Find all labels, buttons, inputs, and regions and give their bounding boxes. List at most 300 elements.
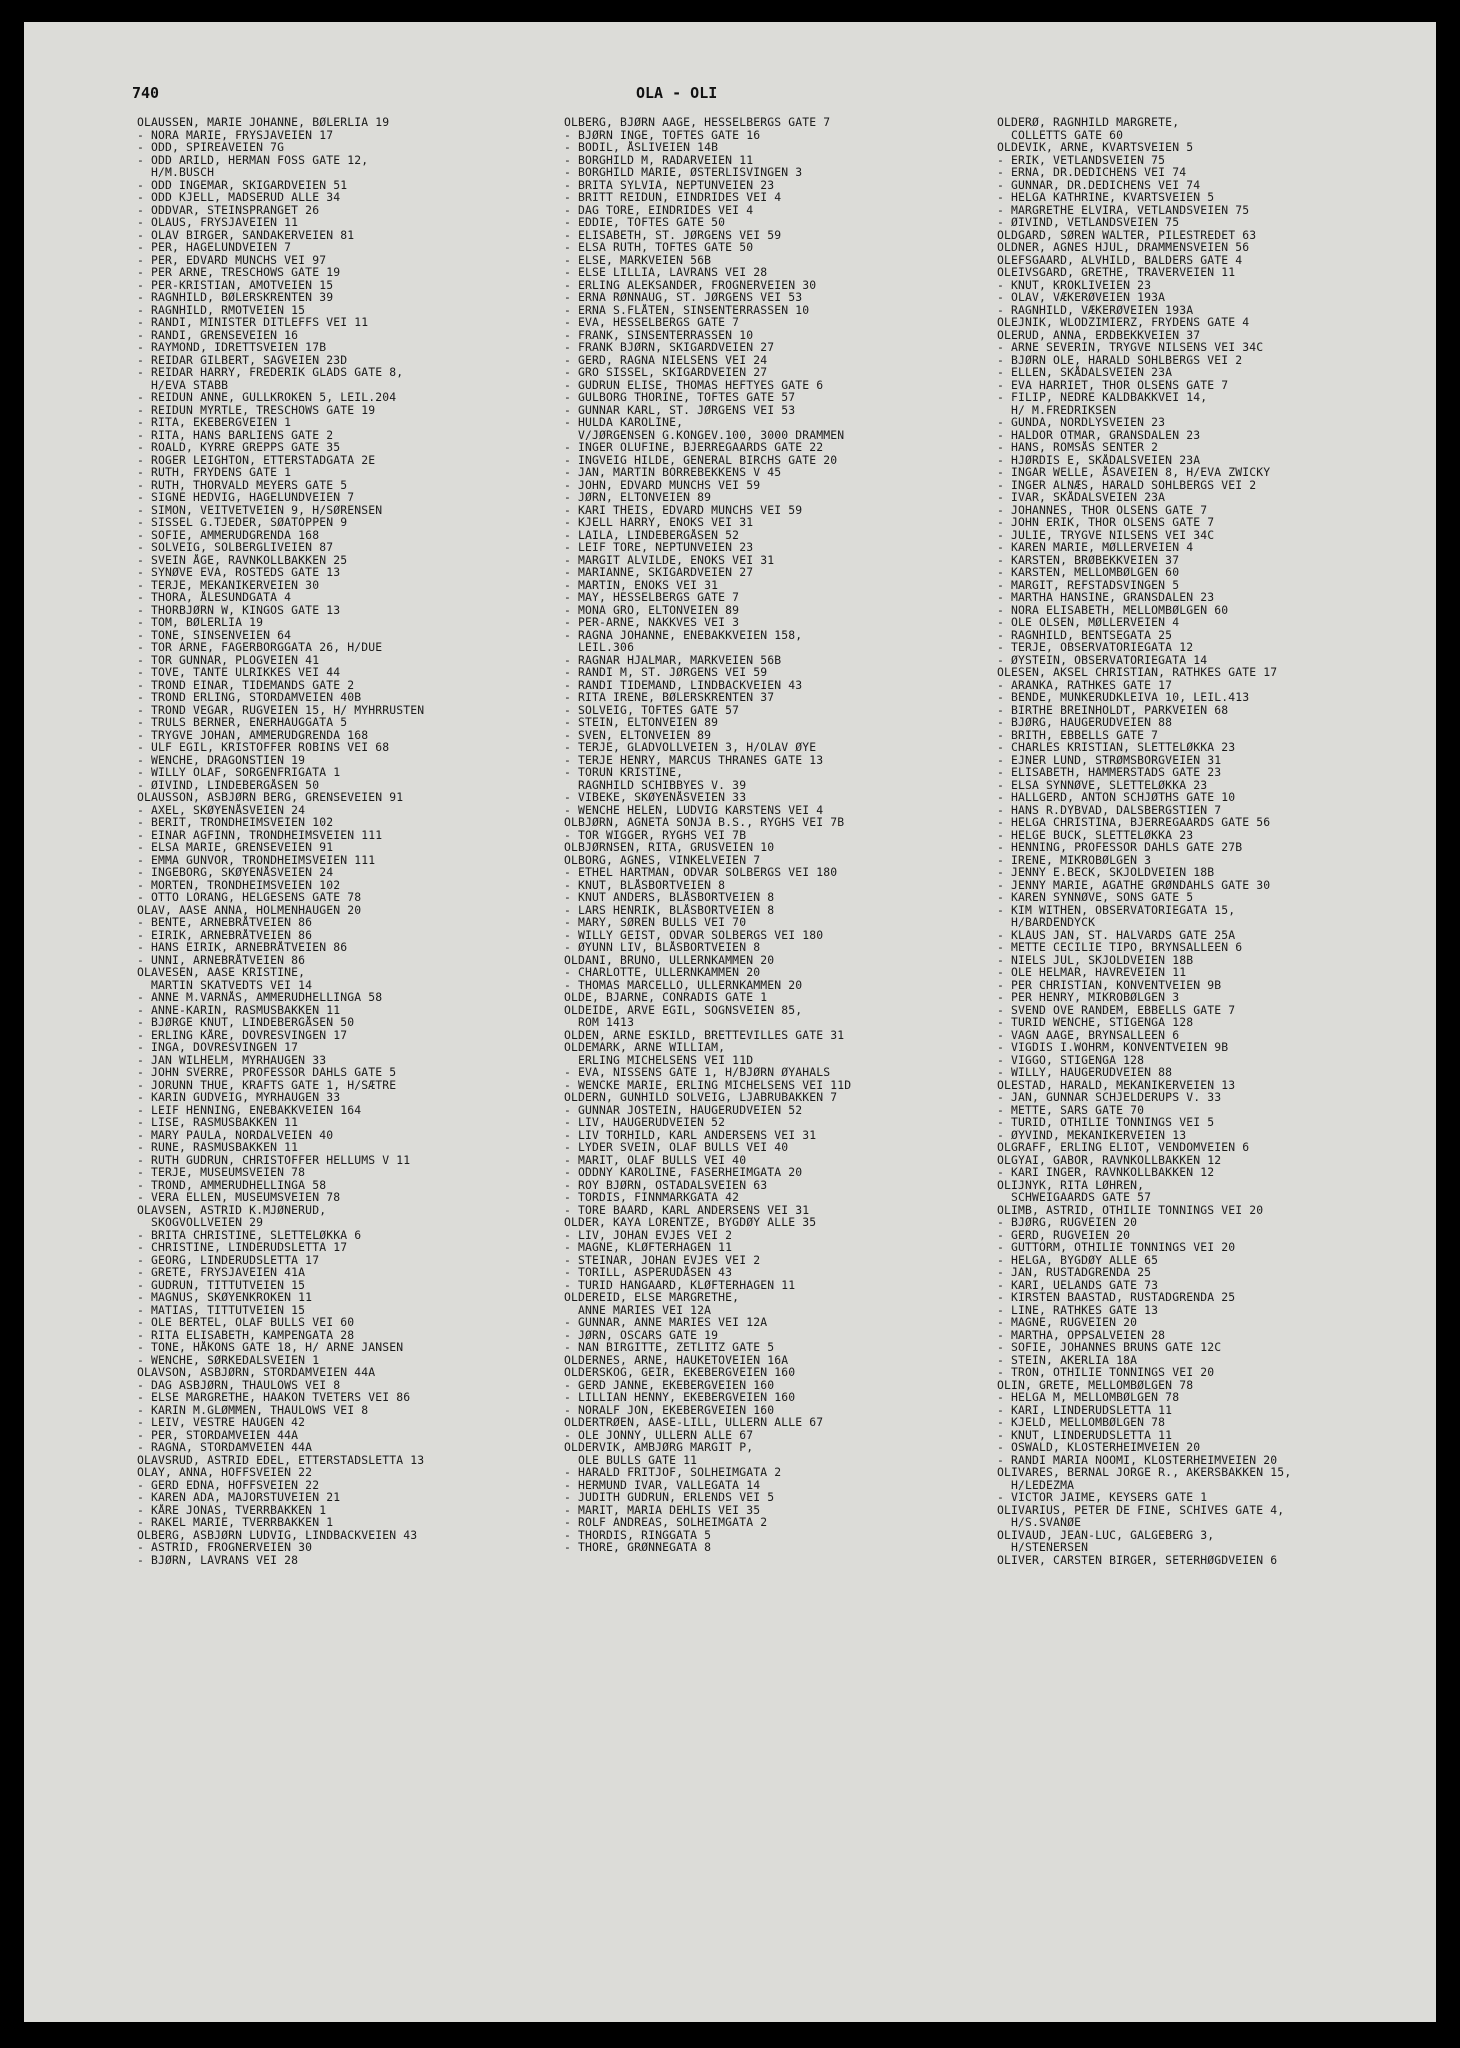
directory-entry-line: OLIMB, ASTRID, OTHILIE TONNINGS VEI 20 (997, 1203, 1264, 1216)
directory-entry-line: OLIVAUD, JEAN-LUC, GALGEBERG 3, (997, 1528, 1215, 1541)
directory-entry-line: - FRANK, SINSENTERRASSEN 10 (564, 328, 754, 341)
directory-entry-line: - PER, EDVARD MUNCHS VEI 97 (137, 253, 327, 266)
directory-entry-line: - RAKEL MARIE, TVERRBAKKEN 1 (137, 1516, 334, 1529)
directory-entry-line: - ERNA S.FLÅTEN, SINSENTERRASSEN 10 (564, 303, 810, 316)
directory-entry-line: - WILLY GEIST, ODVAR SOLBERGS VEI 180 (564, 928, 824, 941)
directory-entry-line: - HALLGERD, ANTON SCHJØTHS GATE 10 (997, 791, 1236, 804)
directory-entry-line: - BJØRG, HAUGERUDVEIEN 88 (997, 716, 1173, 729)
directory-entry-line: - GUNNAR JOSTEIN, HAUGERUDVEIEN 52 (564, 1103, 803, 1116)
directory-entry-line: - SISSEL G.TJEDER, SØATOPPEN 9 (137, 516, 348, 529)
directory-entry-line: - ODD ARILD, HERMAN FOSS GATE 12, (137, 153, 369, 166)
directory-entry-line: - MARGRETHE ELVIRA, VETLANDSVEIEN 75 (997, 203, 1250, 216)
directory-entry-line: OLAVSRUD, ASTRID EDEL, ETTERSTADSLETTA 13 (137, 1453, 425, 1466)
directory-entry-line: - KARIN M.GLØMMEN, THAULOWS VEI 8 (137, 1403, 369, 1416)
directory-entry-line: OLBORG, AGNES, VINKELVEIEN 7 (564, 853, 761, 866)
directory-entry-line: - PER CHRISTIAN, KONVENTVEIEN 9B (997, 978, 1222, 991)
directory-entry-line: - ODDVAR, STEINSPRANGET 26 (137, 203, 320, 216)
directory-entry-line: OLAY, ANNA, HOFFSVEIEN 22 (137, 1466, 313, 1479)
directory-entry-line: - BJØRGE KNUT, LINDEBERGÅSEN 50 (137, 1016, 355, 1029)
directory-entry-line: - EMMA GUNVOR, TRONDHEIMSVEIEN 111 (137, 853, 376, 866)
directory-entry-line: - OTTO LORANG, HELGESENS GATE 78 (137, 891, 362, 904)
directory-entry-line: - KAREN SYNNØVE, SONS GATE 5 (997, 891, 1194, 904)
directory-entry-line: - BENDE, MUNKERUDKLEIVA 10, LEIL.413 (997, 691, 1250, 704)
directory-entry-line: - LEIF HENNING, ENEBAKKVEIEN 164 (137, 1103, 362, 1116)
directory-entry-line: - GRETE, FRYSJAVEIEN 41A (137, 1266, 306, 1279)
directory-entry-line: - JØRN, ELTONVEIEN 89 (564, 491, 712, 504)
directory-entry-line: - OLE HELMAR, HAVREVEIEN 11 (997, 966, 1187, 979)
directory-entry-line: - CHARLES KRISTIAN, SLETTELØKKA 23 (997, 741, 1236, 754)
directory-entry-line: - ROALD, KYRRE GREPPS GATE 35 (137, 441, 341, 454)
directory-entry-line: - WENCHE, SØRKEDALSVEIEN 1 (137, 1353, 320, 1366)
directory-entry-line: - JOHN SVERRE, PROFESSOR DAHLS GATE 5 (137, 1066, 397, 1079)
directory-entry-line: - EIRIK, ARNEBRÅTVEIEN 86 (137, 928, 313, 941)
page-range: OLA - OLI (636, 84, 718, 102)
directory-entry-line: - SVEND OVE RANDEM, EBBELLS GATE 7 (997, 1003, 1236, 1016)
directory-entry-line: - ODDNY KAROLINE, FASERHEIMGATA 20 (564, 1166, 803, 1179)
directory-entry-line: - BORGHILD MARIE, ØSTERLISVINGEN 3 (564, 166, 803, 179)
directory-entry-line: OLDERVIK, AMBJØRG MARGIT P, (564, 1441, 754, 1454)
directory-entry-line: OLAUSSEN, MARIE JOHANNE, BØLERLIA 19 (137, 116, 390, 129)
directory-entry-line: - BJØRG, RUGVEIEN 20 (997, 1216, 1138, 1229)
directory-entry-line: - THORBJØRN W, KINGOS GATE 13 (137, 603, 341, 616)
directory-entry-line: - MONA GRO, ELTONVEIEN 89 (564, 603, 740, 616)
directory-entry-line: - STEIN, ELTONVEIEN 89 (564, 716, 719, 729)
column-2 (564, 116, 984, 1554)
directory-entry-line: - WENCHE, DRAGONSTIEN 19 (137, 753, 306, 766)
directory-entry-line: - JAN, MARTIN BORREBEKKENS V 45 (564, 466, 782, 479)
directory-entry-line: - FRANK BJØRN, SKIGARDVEIEN 27 (564, 341, 775, 354)
directory-entry-line: - GUNDA, NORDLYSVEIEN 23 (997, 416, 1166, 429)
directory-entry-line: - OLAV BIRGER, SANDAKERVEIEN 81 (137, 228, 355, 241)
directory-entry-line: H/STENERSEN (997, 1541, 1089, 1554)
directory-entry-line: - LILLIAN HENNY, EKEBERGVEIEN 160 (564, 1391, 796, 1404)
directory-entry-line: - HENNING, PROFESSOR DAHLS GATE 27B (997, 841, 1243, 854)
directory-entry-line: - WENCHE HELEN, LUDVIG KARSTENS VEI 4 (564, 803, 824, 816)
directory-entry-line: - TOVE, TANTE ULRIKKES VEI 44 (137, 666, 341, 679)
directory-entry-line: - ETHEL HARTMAN, ODVAR SOLBERGS VEI 180 (564, 866, 838, 879)
directory-entry-line: - BRITA SYLVIA, NEPTUNVEIEN 23 (564, 178, 775, 191)
directory-entry-line: - THORDIS, RINGGATA 5 (564, 1528, 712, 1541)
directory-entry-line: - DAG ASBJØRN, THAULOWS VEI 8 (137, 1378, 341, 1391)
directory-entry-line: - RUNE, RASMUSBAKKEN 11 (137, 1141, 299, 1154)
directory-entry-line: - RITA, HANS BARLIENS GATE 2 (137, 428, 334, 441)
directory-entry-line: - TERJE, MEKANIKERVEIEN 30 (137, 578, 320, 591)
directory-entry-line: - BODIL, ÅSLIVEIEN 14B (564, 141, 719, 154)
directory-entry-line: - HJØRDIS E, SKÅDALSVEIEN 23A (997, 453, 1201, 466)
directory-entry-line: - METTE, SARS GATE 70 (997, 1103, 1145, 1116)
directory-entry-line: - KARIN GUDVEIG, MYRHAUGEN 33 (137, 1091, 341, 1104)
directory-entry-line: - REIDUN ANNE, GULLKROKEN 5, LEIL.204 (137, 391, 397, 404)
directory-entry-line: OLDERNES, ARNE, HAUKETOVEIEN 16A (564, 1353, 789, 1366)
directory-entry-line: - LAILA, LINDEBERGÅSEN 52 (564, 528, 740, 541)
directory-entry-line: OLDE, BJARNE, CONRADIS GATE 1 (564, 991, 768, 1004)
directory-entry-line: OLBERG, BJØRN AAGE, HESSELBERGS GATE 7 (564, 116, 831, 129)
directory-entry-line: - EDDIE, TOFTES GATE 50 (564, 216, 726, 229)
directory-entry-line: - RANDI, MINISTER DITLEFFS VEI 11 (137, 316, 369, 329)
directory-entry-line: - HULDA KAROLINE, (564, 416, 684, 429)
directory-entry-line: OLIVARIUS, PETER DE FINE, SCHIVES GATE 4, (997, 1503, 1285, 1516)
directory-entry-line: - KARI INGER, RAVNKOLLBAKKEN 12 (997, 1166, 1215, 1179)
directory-entry-line: OLBJØRNSEN, RITA, GRUSVEIEN 10 (564, 841, 775, 854)
directory-entry-line: - TERJE HENRY, MARCUS THRANES GATE 13 (564, 753, 824, 766)
directory-entry-line: - KARI, LINDERUDSLETTA 11 (997, 1403, 1173, 1416)
directory-entry-line: - BRITH, EBBELLS GATE 7 (997, 728, 1159, 741)
directory-entry-line: SCHWEIGAARDS GATE 57 (997, 1191, 1152, 1204)
directory-entry-line: - ROGER LEIGHTON, ETTERSTADGATA 2E (137, 453, 376, 466)
directory-entry-line: - GUNNAR, ANNE MARIES VEI 12A (564, 1316, 768, 1329)
directory-entry-line: - OLAUS, FRYSJAVEIEN 11 (137, 216, 299, 229)
directory-entry-line: - HARALD FRITJOF, SOLHEIMGATA 2 (564, 1466, 782, 1479)
directory-entry-line: - TRYGVE JOHAN, AMMERUDGRENDA 168 (137, 728, 369, 741)
directory-entry-line: - BRITT REIDUN, EINDRIDES VEI 4 (564, 191, 782, 204)
directory-entry-line: - BJØRN OLE, HARALD SOHLBERGS VEI 2 (997, 353, 1243, 366)
column-1 (137, 116, 557, 1566)
directory-entry-line: - MARY, SØREN BULLS VEI 70 (564, 916, 747, 929)
directory-entry-line: - WENCKE MARIE, ERLING MICHELSENS VEI 11D (564, 1078, 852, 1091)
directory-entry-line: - JENNY MARIE, AGATHE GRØNDAHLS GATE 30 (997, 878, 1271, 891)
directory-entry-line: RAGNHILD SCHIBBYES V. 39 (564, 778, 747, 791)
directory-entry-line: - ANNE M.VARNÅS, AMMERUDHELLINGA 58 (137, 991, 383, 1004)
directory-entry-line: - VICTOR JAIME, KEYSERS GATE 1 (997, 1491, 1208, 1504)
directory-entry-line: - MARTHA HANSINE, GRANSDALEN 23 (997, 591, 1215, 604)
directory-entry-line: - HERMUND IVAR, VALLEGATA 14 (564, 1478, 761, 1491)
directory-entry-line: - SVEN, ELTONVEIEN 89 (564, 728, 712, 741)
directory-entry-line: - MARTHA, OPPSALVEIEN 28 (997, 1328, 1166, 1341)
page-header (24, 84, 1436, 106)
directory-entry-line: - IVAR, SKÅDALSVEIEN 23A (997, 491, 1166, 504)
directory-entry-line: - ULF EGIL, KRISTOFFER ROBINS VEI 68 (137, 741, 390, 754)
directory-entry-line: - KNUT, KROKLIVEIEN 23 (997, 278, 1152, 291)
directory-entry-line: - UNNI, ARNEBRÅTVEIEN 86 (137, 953, 306, 966)
directory-entry-line: - GUTTORM, OTHILIE TONNINGS VEI 20 (997, 1241, 1236, 1254)
directory-entry-line: - TORDIS, FINNMARKGATA 42 (564, 1191, 740, 1204)
directory-entry-line: - ELSE MARGRETHE, HAAKON TVETERS VEI 86 (137, 1391, 411, 1404)
directory-entry-line: - ELSE, MARKVEIEN 56B (564, 253, 712, 266)
directory-entry-line: - REIDUN MYRTLE, TRESCHOWS GATE 19 (137, 403, 376, 416)
directory-entry-line: - REIDAR GILBERT, SAGVEIEN 23D (137, 353, 348, 366)
directory-entry-line: - WILLY, HAUGERUDVEIEN 88 (997, 1066, 1173, 1079)
directory-entry-line: - RAGNHILD, BØLERSKRENTEN 39 (137, 291, 334, 304)
directory-entry-line: - TURID WENCHE, STIGENGA 128 (997, 1016, 1194, 1029)
directory-entry-line: OLAUSSON, ASBJØRN BERG, GRENSEVEIEN 91 (137, 791, 404, 804)
directory-entry-line: - KNUT, BLÅSBORTVEIEN 8 (564, 878, 726, 891)
directory-entry-line: - MORTEN, TRONDHEIMSVEIEN 102 (137, 878, 341, 891)
directory-entry-line: - NAN BIRGITTE, ZETLITZ GATE 5 (564, 1341, 775, 1354)
directory-entry-line: - LYDER SVEIN, OLAF BULLS VEI 40 (564, 1141, 789, 1154)
directory-entry-line: OLIVARES, BERNAL JORGE R., AKERSBAKKEN 15, (997, 1466, 1292, 1479)
directory-entry-line: - ERLING KÅRE, DOVRESVINGEN 17 (137, 1028, 348, 1041)
directory-entry-line: - SIMON, VEITVETVEIEN 9, H/SØRENSEN (137, 503, 383, 516)
directory-entry-line: - THOMAS MARCELLO, ULLERNKAMMEN 20 (564, 978, 803, 991)
directory-entry-line: - AXEL, SKØYENÅSVEIEN 24 (137, 803, 306, 816)
directory-entry-line: - TONE, HÅKONS GATE 18, H/ ARNE JANSEN (137, 1341, 404, 1354)
directory-entry-line: - LIV, HAUGERUDVEIEN 52 (564, 1116, 726, 1129)
directory-entry-line: OLIJNYK, RITA LØHREN, (997, 1178, 1145, 1191)
directory-entry-line: - VIGGO, STIGENGA 128 (997, 1053, 1145, 1066)
directory-entry-line: - JAN WILHELM, MYRHAUGEN 33 (137, 1053, 327, 1066)
directory-entry-line: MARTIN SKATVEDTS VEI 14 (137, 978, 313, 991)
directory-entry-line: - MARTIN, ENOKS VEI 31 (564, 578, 719, 591)
directory-entry-line: - RANDI, GRENSEVEIEN 16 (137, 328, 299, 341)
directory-entry-line: OLDERØ, RAGNHILD MARGRETE, (997, 116, 1180, 129)
directory-entry-line: - HANS, ROMSÅS SENTER 2 (997, 441, 1159, 454)
directory-entry-line: OLDERSKOG, GEIR, EKEBERGVEIEN 160 (564, 1366, 796, 1379)
directory-entry-line: - HELGA CHRISTINA, BJERREGAARDS GATE 56 (997, 816, 1271, 829)
directory-entry-line: - ELISABETH, ST. JØRGENS VEI 59 (564, 228, 782, 241)
directory-entry-line: - THORE, GRØNNEGATA 8 (564, 1541, 712, 1554)
directory-entry-line: OLEFSGAARD, ALVHILD, BALDERS GATE 4 (997, 253, 1243, 266)
directory-entry-line: H/S.SVANØE (997, 1516, 1082, 1529)
directory-entry-line: V/JØRGENSEN G.KONGEV.100, 3000 DRAMMEN (564, 428, 845, 441)
directory-entry-line: OLAVESEN, AASE KRISTINE, (137, 966, 306, 979)
directory-entry-line: OLDERTRØEN, AASE-LILL, ULLERN ALLE 67 (564, 1416, 824, 1429)
directory-entry-line: - BORGHILD M, RADARVEIEN 11 (564, 153, 754, 166)
directory-entry-line: LEIL.306 (564, 641, 635, 654)
directory-entry-line: ANNE MARIES VEI 12A (564, 1303, 712, 1316)
directory-entry-line: - HANS R.DYBVAD, DALSBERGSTIEN 7 (997, 803, 1222, 816)
directory-entry-line: - JUDITH GUDRUN, ERLENDS VEI 5 (564, 1491, 775, 1504)
directory-entry-line: - KAREN ADA, MAJORSTUVEIEN 21 (137, 1491, 341, 1504)
directory-entry-line: - TURID HANGAARD, KLØFTERHAGEN 11 (564, 1278, 796, 1291)
directory-entry-line: - OLE BERTEL, OLAF BULLS VEI 60 (137, 1316, 355, 1329)
directory-entry-line: - RAGNA JOHANNE, ENEBAKKVEIEN 158, (564, 628, 803, 641)
directory-entry-line: - KAREN MARIE, MØLLERVEIEN 4 (997, 541, 1194, 554)
directory-entry-line: - OLE JONNY, ULLERN ALLE 67 (564, 1428, 754, 1441)
directory-entry-line: - ØYVIND, MEKANIKERVEIEN 13 (997, 1128, 1187, 1141)
directory-entry-line: - TORE BAARD, KARL ANDERSENS VEI 31 (564, 1203, 810, 1216)
directory-entry-line: OLBERG, ASBJØRN LUDVIG, LINDBACKVEIEN 43 (137, 1528, 418, 1541)
directory-entry-line: - TOR WIGGER, RYGHS VEI 7B (564, 828, 747, 841)
directory-entry-line: - TROND ERLING, STORDAMVEIEN 40B (137, 691, 362, 704)
directory-entry-line: - ELSA MARIE, GRENSEVEIEN 91 (137, 841, 334, 854)
directory-entry-line: ERLING MICHELSENS VEI 11D (564, 1053, 754, 1066)
directory-entry-line: - EVA HARRIET, THOR OLSENS GATE 7 (997, 378, 1229, 391)
directory-entry-line: - NORALF JON, EKEBERGVEIEN 160 (564, 1403, 775, 1416)
directory-entry-line: - KARSTEN, MELLOMBØLGEN 60 (997, 566, 1180, 579)
directory-entry-line: - JØRN, OSCARS GATE 19 (564, 1328, 719, 1341)
directory-entry-line: - RANDI MARIA NOOMI, KLOSTERHEIMVEIEN 20 (997, 1453, 1278, 1466)
directory-entry-line: - ASTRID, FROGNERVEIEN 30 (137, 1541, 313, 1554)
directory-entry-line: - INGER ALNÆS, HARALD SOHLBERGS VEI 2 (997, 478, 1257, 491)
directory-entry-line: - RAYMOND, IDRETTSVEIEN 17B (137, 341, 327, 354)
directory-entry-line: OLERUD, ANNA, ERDBEKKVEIEN 37 (997, 328, 1201, 341)
directory-entry-line: - RUTH, FRYDENS GATE 1 (137, 466, 292, 479)
directory-entry-line: - PER HENRY, MIKROBØLGEN 3 (997, 991, 1180, 1004)
directory-entry-line: - MARIANNE, SKIGARDVEIEN 27 (564, 566, 754, 579)
directory-entry-line: H/M.BUSCH (137, 166, 215, 179)
directory-entry-line: - NORA ELISABETH, MELLOMBØLGEN 60 (997, 603, 1229, 616)
directory-entry-line: - ODD, SPIREAVEIEN 7G (137, 141, 285, 154)
directory-entry-line: - JORUNN THUE, KRAFTS GATE 1, H/SÆTRE (137, 1078, 397, 1091)
directory-entry-line: - INGEBORG, SKØYENÅSVEIEN 24 (137, 866, 334, 879)
directory-entry-line: - EVA, NISSENS GATE 1, H/BJØRN ØYAHALS (564, 1066, 831, 1079)
page-number: 740 (132, 84, 160, 102)
directory-entry-line: OLDGARD, SØREN WALTER, PILESTREDET 63 (997, 228, 1257, 241)
directory-entry-line: - MARIT, OLAF BULLS VEI 40 (564, 1153, 747, 1166)
directory-entry-line: - LIV TORHILD, KARL ANDERSENS VEI 31 (564, 1128, 817, 1141)
directory-entry-line: - ERIK, VETLANDSVEIEN 75 (997, 153, 1166, 166)
directory-entry-line: - FILIP, NEDRE KALDBAKKVEI 14, (997, 391, 1208, 404)
directory-entry-line: OLE BULLS GATE 11 (564, 1453, 698, 1466)
directory-entry-line: - JAN, RUSTADGRENDA 25 (997, 1266, 1152, 1279)
directory-entry-line: H/EVA STABB (137, 378, 229, 391)
directory-entry-line: - MAGNUS, SKØYENKROKEN 11 (137, 1291, 313, 1304)
directory-entry-line: OLEIVSGARD, GRETHE, TRAVERVEIEN 11 (997, 266, 1236, 279)
directory-entry-line: - LARS HENRIK, BLÅSBORTVEIEN 8 (564, 903, 775, 916)
directory-entry-line: - PER ARNE, TRESCHOWS GATE 19 (137, 266, 341, 279)
directory-entry-line: - KIM WITHEN, OBSERVATORIEGATA 15, (997, 903, 1236, 916)
directory-entry-line: - BJØRN, LAVRANS VEI 28 (137, 1553, 299, 1566)
directory-entry-line: - INGVEIG HILDE, GENERAL BIRCHS GATE 20 (564, 453, 838, 466)
directory-entry-line: - JOHANNES, THOR OLSENS GATE 7 (997, 503, 1208, 516)
directory-entry-line: - KLAUS JAN, ST. HALVARDS GATE 25A (997, 928, 1236, 941)
directory-entry-line: - ERLING ALEKSANDER, FROGNERVEIEN 30 (564, 278, 817, 291)
directory-entry-line: - TROND EINAR, TIDEMANDS GATE 2 (137, 678, 355, 691)
column-3 (997, 116, 1417, 1566)
directory-entry-line: - STEINAR, JOHAN EVJES VEI 2 (564, 1253, 761, 1266)
directory-entry-line: - TOM, BØLERLIA 19 (137, 616, 264, 629)
directory-entry-line: - KARI, UELANDS GATE 73 (997, 1278, 1159, 1291)
directory-entry-line: - OSWALD, KLOSTERHEIMVEIEN 20 (997, 1441, 1201, 1454)
directory-entry-line: - HELGA, BYGDØY ALLE 65 (997, 1253, 1159, 1266)
directory-entry-line: - EVA, HESSELBERGS GATE 7 (564, 316, 740, 329)
directory-entry-line: - KARSTEN, BRØBEKKVEIEN 37 (997, 553, 1180, 566)
directory-entry-line: - EJNER LUND, STRØMSBORGVEIEN 31 (997, 753, 1222, 766)
directory-entry-line: - RAGNHILD, RMOTVEIEN 15 (137, 303, 306, 316)
directory-entry-line: - LISE, RASMUSBAKKEN 11 (137, 1116, 299, 1129)
directory-entry-line: - NIELS JUL, SKJOLDVEIEN 18B (997, 953, 1194, 966)
directory-entry-line: OLDEN, ARNE ESKILD, BRETTEVILLES GATE 31 (564, 1028, 845, 1041)
directory-entry-line: - ANNE-KARIN, RASMUSBAKKEN 11 (137, 1003, 341, 1016)
directory-entry-line: - STEIN, AKERLIA 18A (997, 1353, 1138, 1366)
directory-entry-line: - JULIE, TRYGVE NILSENS VEI 34C (997, 528, 1215, 541)
directory-entry-line: - INGA, DOVRESVINGEN 17 (137, 1041, 299, 1054)
directory-entry-line: - MATIAS, TITTUTVEIEN 15 (137, 1303, 306, 1316)
directory-entry-line: - HANS EIRIK, ARNEBRÅTVEIEN 86 (137, 941, 348, 954)
directory-entry-line: - ODD INGEMAR, SKIGARDVEIEN 51 (137, 178, 348, 191)
directory-entry-line: - CHRISTINE, LINDERUDSLETTA 17 (137, 1241, 348, 1254)
directory-entry-line: OLEJNIK, WLODZIMIERZ, FRYDENS GATE 4 (997, 316, 1250, 329)
directory-entry-line: - VAGN AAGE, BRYNSALLEEN 6 (997, 1028, 1180, 1041)
directory-entry-line: - RITA ELISABETH, KAMPENGATA 28 (137, 1328, 355, 1341)
directory-entry-line: - BERIT, TRONDHEIMSVEIEN 102 (137, 816, 334, 829)
directory-entry-line: - METTE CECILIE TIPO, BRYNSALLEEN 6 (997, 941, 1243, 954)
directory-entry-line: - WILLY OLAF, SORGENFRIGATA 1 (137, 766, 341, 779)
directory-entry-line: - JAN, GUNNAR SCHJELDERUPS V. 33 (997, 1091, 1222, 1104)
directory-entry-line: - KNUT, LINDERUDSLETTA 11 (997, 1428, 1173, 1441)
directory-entry-line: - INGER OLUFINE, BJERREGAARDS GATE 22 (564, 441, 824, 454)
directory-entry-line: - LINE, RATHKES GATE 13 (997, 1303, 1159, 1316)
directory-entry-line: - OLAV, VÆKERØVEIEN 193A (997, 291, 1166, 304)
directory-entry-line: - KNUT ANDERS, BLÅSBORTVEIEN 8 (564, 891, 775, 904)
directory-entry-line: - VERA ELLEN, MUSEUMSVEIEN 78 (137, 1191, 341, 1204)
directory-entry-line: SKOGVOLLVEIEN 29 (137, 1216, 264, 1229)
directory-entry-line: - RAGNHILD, VÆKERØVEIEN 193A (997, 303, 1194, 316)
directory-entry-line: - RANDI M, ST. JØRGENS VEI 59 (564, 666, 768, 679)
directory-entry-line: OLDER, KAYA LORENTZE, BYGDØY ALLE 35 (564, 1216, 817, 1229)
directory-entry-line: - ELSA SYNNØVE, SLETTELØKKA 23 (997, 778, 1208, 791)
directory-entry-line: OLDEIDE, ARVE EGIL, SOGNSVEIEN 85, (564, 1003, 803, 1016)
directory-entry-line: - EINAR AGFINN, TRONDHEIMSVEIEN 111 (137, 828, 383, 841)
directory-entry-line: - THORA, ÅLESUNDGATA 4 (137, 591, 292, 604)
directory-entry-line: - DAG TORE, EINDRIDES VEI 4 (564, 203, 754, 216)
directory-entry-line: OLIVER, CARSTEN BIRGER, SETERHØGDVEIEN 6 (997, 1553, 1278, 1566)
directory-entry-line: OLDEREID, ELSE MARGRETHE, (564, 1291, 740, 1304)
directory-entry-line: - SVEIN ÅGE, RAVNKOLLBAKKEN 25 (137, 553, 348, 566)
directory-entry-line: - SIGNE HEDVIG, HAGELUNDVEIEN 7 (137, 491, 355, 504)
directory-entry-line: - GUNNAR KARL, ST. JØRGENS VEI 53 (564, 403, 796, 416)
directory-entry-line: - RAGNA, STORDAMVEIEN 44A (137, 1441, 313, 1454)
directory-entry-line: - RUTH, THORVALD MEYERS GATE 5 (137, 478, 348, 491)
directory-entry-line: - BIRTHE BREINHOLDT, PARKVEIEN 68 (997, 703, 1229, 716)
directory-entry-line: - RAGNHILD, BENTSEGATA 25 (997, 628, 1173, 641)
directory-entry-line: - ELLEN, SKÅDALSVEIEN 23A (997, 366, 1173, 379)
directory-entry-line: - TERJE, MUSEUMSVEIEN 78 (137, 1166, 306, 1179)
directory-entry-line: OLDEVIK, ARNE, KVARTSVEIEN 5 (997, 141, 1194, 154)
directory-entry-line: - TORUN KRISTINE, (564, 766, 684, 779)
directory-entry-line: - REIDAR HARRY, FREDERIK GLADS GATE 8, (137, 366, 404, 379)
directory-entry-line: - NORA MARIE, FRYSJAVEIEN 17 (137, 128, 334, 141)
directory-entry-line: - MAGNE, KLØFTERHAGEN 11 (564, 1241, 733, 1254)
directory-entry-line: OLIN, GRETE, MELLOMBØLGEN 78 (997, 1378, 1194, 1391)
directory-entry-line: - VIGDIS I.WOHRM, KONVENTVEIEN 9B (997, 1041, 1229, 1054)
directory-entry-line: OLAVSEN, ASTRID K.MJØNERUD, (137, 1203, 327, 1216)
directory-entry-line: OLAVSON, ASBJØRN, STORDAMVEIEN 44A (137, 1366, 376, 1379)
directory-entry-line: OLDANI, BRUNO, ULLERNKAMMEN 20 (564, 953, 775, 966)
directory-entry-line: - RANDI TIDEMAND, LINDBACKVEIEN 43 (564, 678, 803, 691)
directory-entry-line: - GERD JANNE, EKEBERGVEIEN 160 (564, 1378, 775, 1391)
directory-entry-line: - BRITA CHRISTINE, SLETTELØKKA 6 (137, 1228, 362, 1241)
directory-entry-line: - TERJE, GLADVOLLVEIEN 3, H/OLAV ØYE (564, 741, 817, 754)
directory-entry-line: - HELGA KATHRINE, KVARTSVEIEN 5 (997, 191, 1215, 204)
directory-entry-line: - ELSA RUTH, TOFTES GATE 50 (564, 241, 754, 254)
directory-entry-line: - TRON, OTHILIE TONNINGS VEI 20 (997, 1366, 1215, 1379)
directory-entry-line: - ERNA RØNNAUG, ST. JØRGENS VEI 53 (564, 291, 803, 304)
directory-entry-line: - ELSE LILLIA, LAVRANS VEI 28 (564, 266, 768, 279)
directory-entry-line: - GULBORG THORINE, TOFTES GATE 57 (564, 391, 796, 404)
directory-entry-line: - INGAR WELLE, ÅSAVEIEN 8, H/EVA ZWICKY (997, 466, 1271, 479)
directory-entry-line: - BJØRN INGE, TOFTES GATE 16 (564, 128, 761, 141)
directory-entry-line: - SOFIE, AMMERUDGRENDA 168 (137, 528, 320, 541)
directory-entry-line: - PER, HAGELUNDVEIEN 7 (137, 241, 292, 254)
directory-entry-line: - MAGNE, RUGVEIEN 20 (997, 1316, 1138, 1329)
directory-entry-line: - PER-KRISTIAN, AMOTVEIEN 15 (137, 278, 334, 291)
directory-entry-line: - GEORG, LINDERUDSLETTA 17 (137, 1253, 320, 1266)
directory-entry-line: - HELGA M, MELLOMBØLGEN 78 (997, 1391, 1180, 1404)
directory-entry-line: - SOLVEIG, SOLBERGLIVEIEN 87 (137, 541, 334, 554)
directory-entry-line: OLESTAD, HARALD, MEKANIKERVEIEN 13 (997, 1078, 1236, 1091)
directory-entry-line: - SOLVEIG, TOFTES GATE 57 (564, 703, 740, 716)
directory-entry-line: - ROLF ANDREAS, SOLHEIMGATA 2 (564, 1516, 768, 1529)
directory-entry-line: - GUDRUN ELISE, THOMAS HEFTYES GATE 6 (564, 378, 824, 391)
directory-entry-line: - GUDRUN, TITTUTVEIEN 15 (137, 1278, 306, 1291)
directory-entry-line: - TOR GUNNAR, PLOGVEIEN 41 (137, 653, 320, 666)
directory-entry-line: - MAY, HESSELBERGS GATE 7 (564, 591, 740, 604)
directory-entry-line: - SOFIE, JOHANNES BRUNS GATE 12C (997, 1341, 1222, 1354)
directory-page (24, 22, 1436, 2022)
directory-entry-line: OLAV, AASE ANNA, HOLMENHAUGEN 20 (137, 903, 362, 916)
directory-entry-line: - TROND VEGAR, RUGVEIEN 15, H/ MYHRRUSTEN (137, 703, 425, 716)
directory-entry-line: - GERD, RUGVEIEN 20 (997, 1228, 1131, 1241)
directory-entry-line: H/LEDEZMA (997, 1478, 1075, 1491)
directory-entry-line: OLBJØRN, AGNETA SONJA B.S., RYGHS VEI 7B (564, 816, 845, 829)
directory-entry-line: - MARGIT ALVILDE, ENOKS VEI 31 (564, 553, 775, 566)
directory-entry-line: - RITA, EKEBERGVEIEN 1 (137, 416, 292, 429)
directory-entry-line: - ARANKA, RATHKES GATE 17 (997, 678, 1173, 691)
directory-entry-line: - TRULS BERNER, ENERHAUGGATA 5 (137, 716, 348, 729)
directory-entry-line: - ROY BJØRN, OSTADALSVEIEN 63 (564, 1178, 768, 1191)
directory-entry-line: OLDERN, GUNHILD SOLVEIG, LJABRUBAKKEN 7 (564, 1091, 838, 1104)
